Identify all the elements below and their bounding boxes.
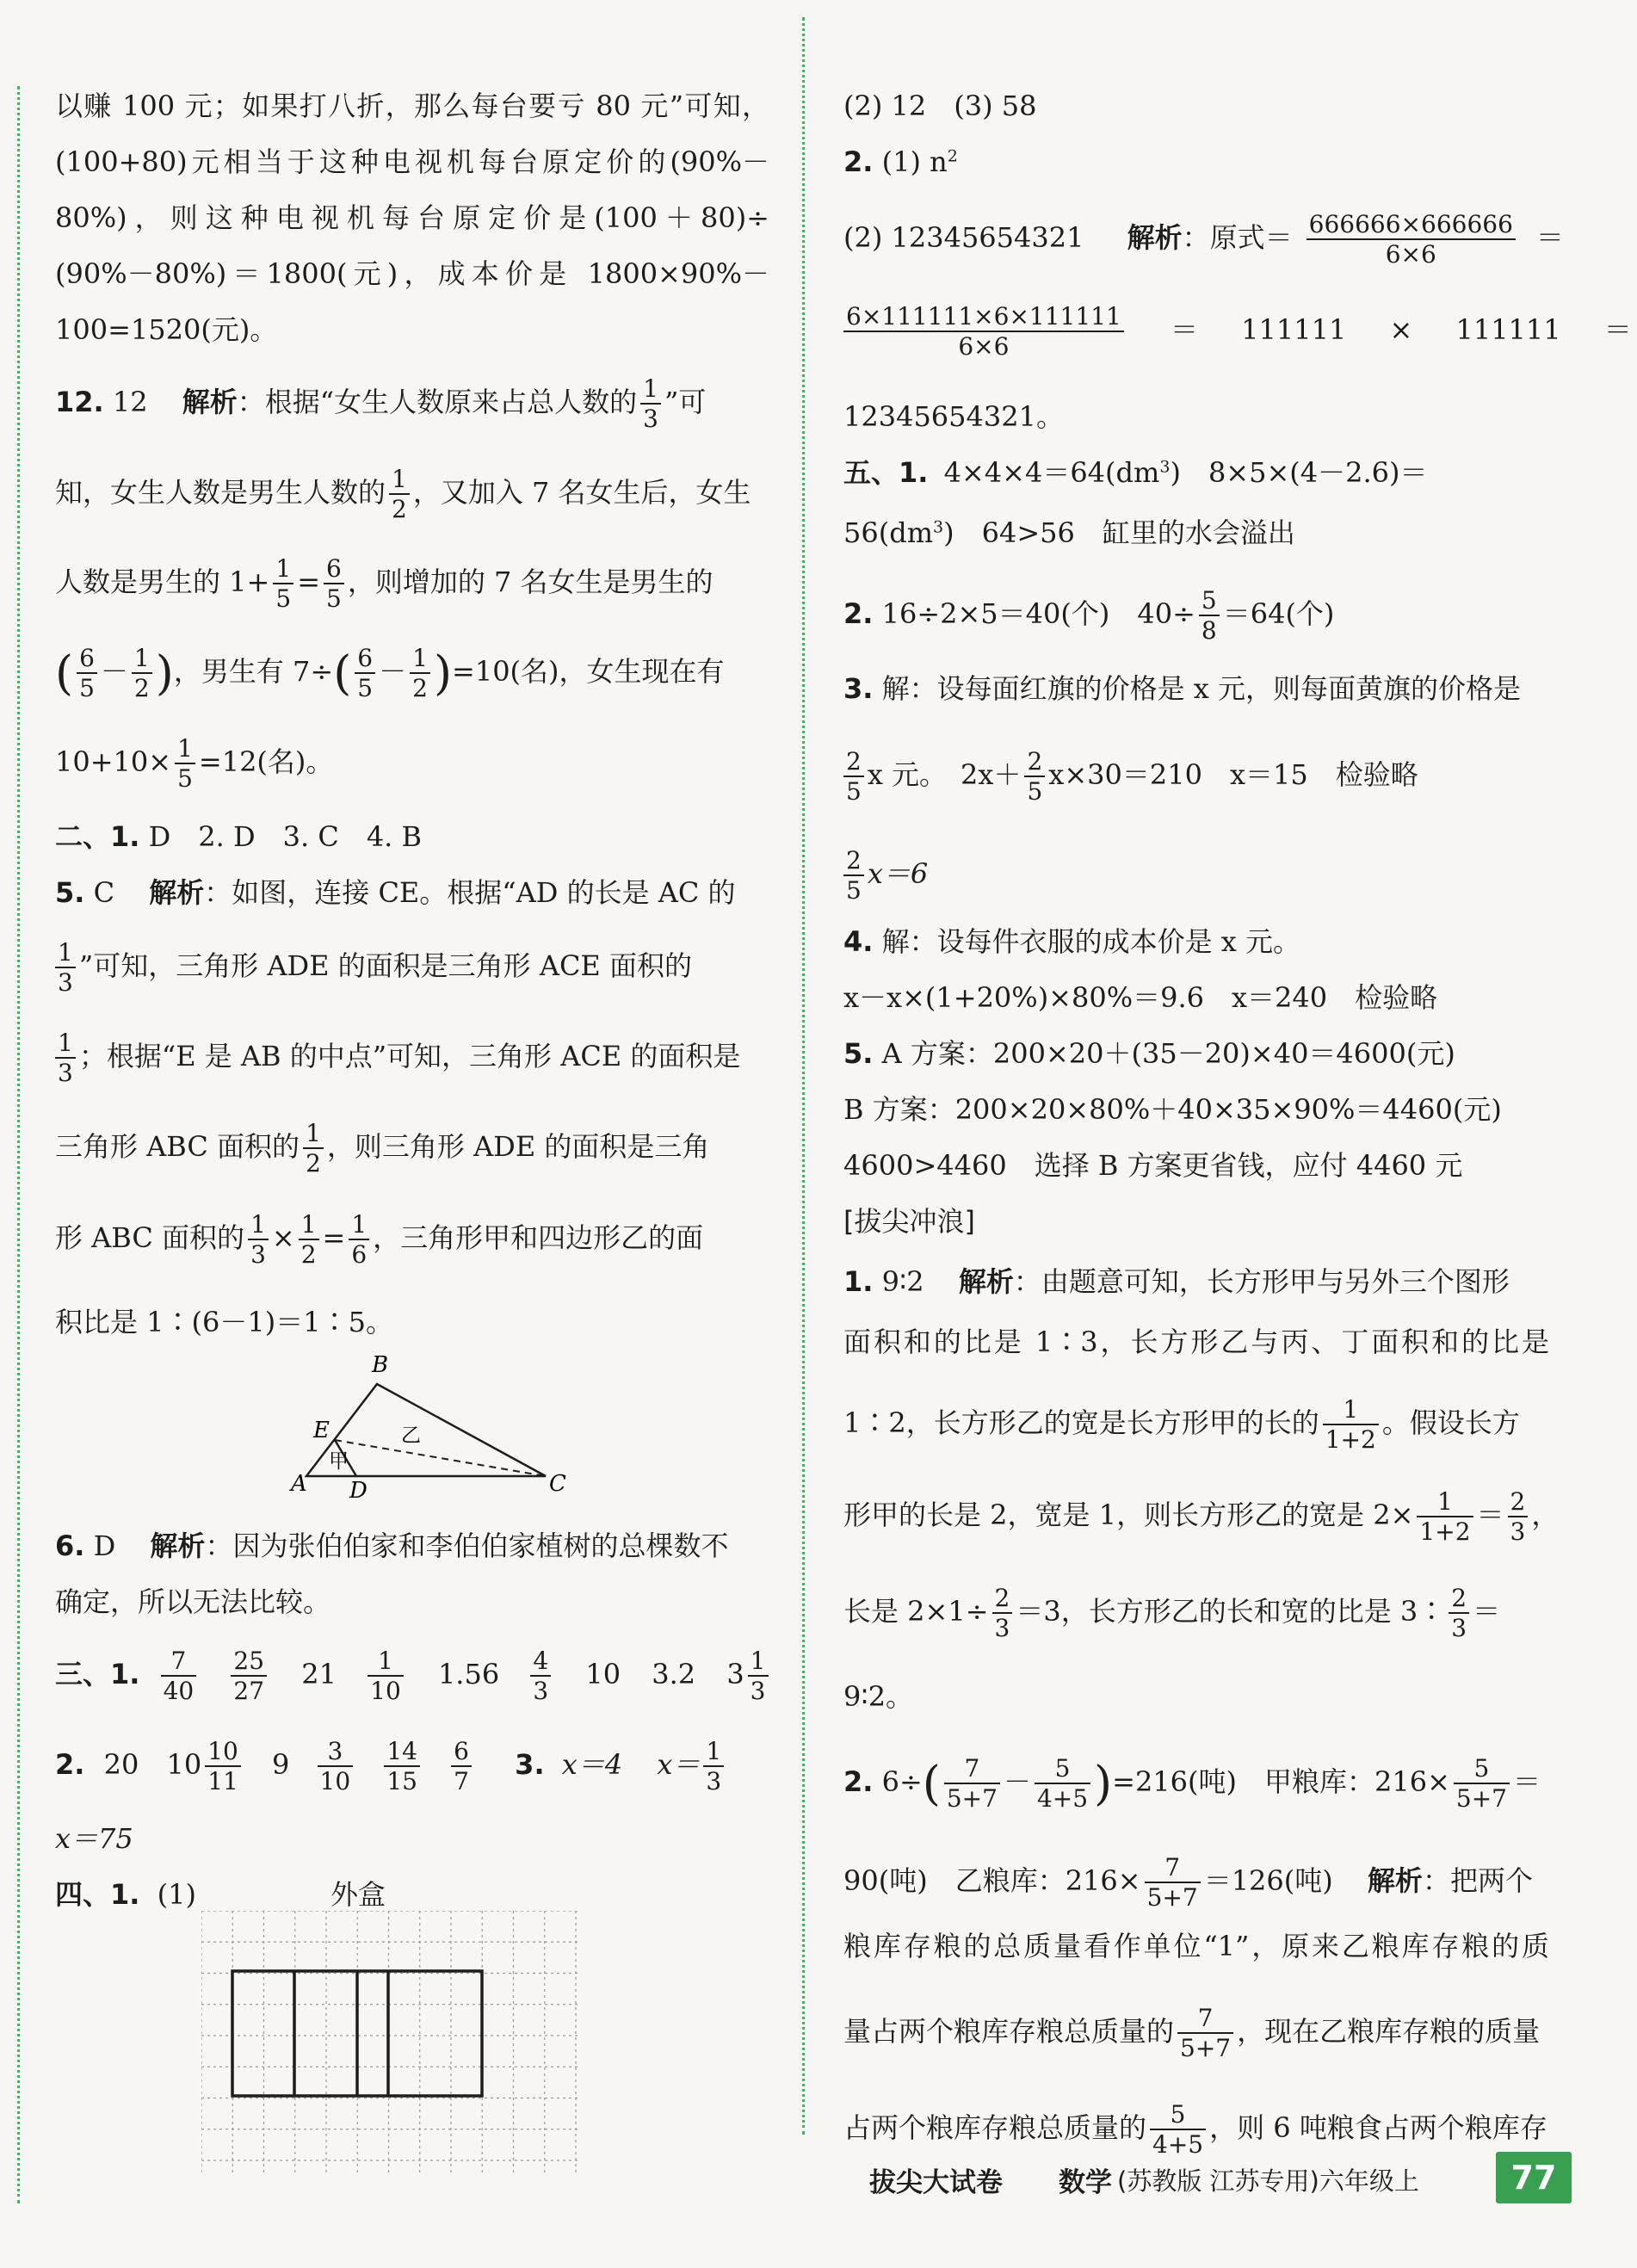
answer-5-5	[843, 1037, 1455, 1070]
text-line: x－x×(1+20%)×80%＝9.6 x＝240 检验略	[843, 981, 1438, 1014]
text-line	[843, 749, 1418, 805]
text: 形甲的长是 2，宽是 1，则长方形乙的宽是 2×	[843, 1498, 1414, 1531]
answer-list: D 2. D 3. C 4. B	[148, 820, 423, 853]
fraction: $\frac{666666\times 666666}{6\times 6}$	[1307, 212, 1516, 268]
challenge-1	[843, 1265, 1510, 1298]
fraction: $\frac{1}{1+2}$	[1323, 1397, 1379, 1453]
text: 10+10×	[55, 745, 172, 778]
text-line	[843, 1397, 1520, 1453]
text: ”可知，三角形 ADE 的面积是三角形 ACE 面积的	[78, 949, 692, 982]
text-line: B 方案：200×20×80%＋40×35×90%＝4460(元)	[843, 1093, 1502, 1126]
text: ＝64(个)	[1222, 596, 1335, 630]
fraction: $\frac{5}{5+7}$	[1454, 1756, 1510, 1812]
text: (2) 12345654321	[843, 220, 1084, 254]
answer-value: 9∶2	[881, 1265, 924, 1298]
answer-6	[55, 1532, 728, 1560]
page-number-badge: 77	[1496, 2152, 1572, 2203]
fraction: $\frac{1}{2}$	[132, 646, 152, 701]
text: ) 8×5×(4－2.6)＝	[1170, 456, 1428, 489]
fraction: $\frac{3}{10}$	[318, 1739, 354, 1795]
answer-value: C	[93, 876, 115, 909]
question-number: 2.	[843, 1764, 874, 1798]
text: －	[1003, 1764, 1031, 1798]
text-line	[55, 556, 713, 612]
answer-5-4	[843, 925, 1300, 958]
text-line	[843, 848, 928, 904]
text-line	[55, 1121, 709, 1177]
text-line: 粮库存粮的总质量看作单位“1”，原来乙粮库存粮的质	[843, 1930, 1549, 1962]
text: =	[322, 1221, 346, 1254]
fraction: $\frac{5}{4+5}$	[1150, 2102, 1206, 2158]
text: =216(吨) 甲粮库：216×	[1112, 1764, 1450, 1798]
text: 90(吨) 乙粮库：216×	[843, 1863, 1141, 1897]
text: ＝	[1473, 1594, 1501, 1628]
text-line: 积比是 1∶(6－1)＝1∶5。	[55, 1306, 393, 1338]
text: 16÷2×5＝40(个) 40÷	[881, 596, 1195, 630]
fraction: $\frac{4}{3}$	[530, 1648, 551, 1704]
subject-label: 数学	[1059, 2167, 1112, 2198]
fraction: $\frac{1}{3}$	[55, 1030, 76, 1086]
fraction: $\frac{6\times 111111\times 6\times 111111}{6\times 6}$	[843, 304, 1124, 360]
section-3-answers	[55, 1648, 772, 1704]
fraction: $\frac{10}{11}$	[205, 1739, 241, 1795]
text: ，现在乙粮库存粮的质量	[1237, 2014, 1541, 2048]
fraction: $\frac{1}{2}$	[410, 646, 430, 701]
text-line	[843, 304, 1632, 360]
text: 4×4×4＝64(dm	[943, 456, 1160, 489]
label-d: D	[349, 1478, 368, 1498]
fraction: $\frac{1}{6}$	[349, 1212, 369, 1268]
text-line: ( $\frac{6}{5}$ － $\frac{1}{2}$ )，男生有 7÷( $\frac{6}{5}$ － $\frac{1}{2}$ )=10(名)，女生现在有	[55, 644, 725, 703]
analysis-label: 解析	[182, 385, 238, 418]
text: ＝	[1170, 312, 1198, 346]
question-number: 2.	[55, 1747, 85, 1781]
text: 1∶2，长方形乙的宽是长方形甲的长的	[843, 1406, 1319, 1439]
section-title: [拔尖冲浪]	[843, 1205, 975, 1238]
analysis-text: ：由题意可知，长方形甲与另外三个图形	[1013, 1265, 1510, 1298]
box-label: 外盒	[330, 1878, 386, 1911]
answer-value: 10	[166, 1747, 202, 1781]
answer-value: D	[93, 1530, 116, 1562]
question-number: 12.	[55, 385, 104, 418]
text: ＝	[1535, 220, 1564, 254]
analysis-text: ：如图，连接 CE。根据“AD 的长是 AC 的	[204, 876, 736, 909]
fraction: $\frac{7}{5+7}$	[1145, 1855, 1201, 1911]
answer-2	[843, 145, 958, 178]
analysis-label: 解析	[150, 1530, 206, 1562]
answer-value: 3	[726, 1657, 744, 1690]
analysis-text: ：根据“女生人数原来占总人数的	[237, 385, 638, 418]
text-line	[843, 2102, 1547, 2158]
fraction: $\frac{5}{8}$	[1199, 588, 1220, 644]
answer-12	[55, 376, 706, 432]
text-line	[55, 940, 692, 996]
text: 形 ABC 面积的	[55, 1221, 245, 1254]
text: 量占两个粮库存粮总质量的	[843, 2014, 1175, 2048]
text-line: 12345654321。	[843, 400, 1064, 433]
answer-value: 20	[103, 1747, 139, 1781]
text-line	[843, 2005, 1540, 2061]
text: ”可	[664, 385, 707, 418]
superscript: 2	[947, 146, 958, 166]
text-line: 4600>4460 选择 B 方案更省钱，应付 4460 元	[843, 1149, 1463, 1182]
fraction: $\frac{7}{5+7}$	[944, 1756, 1000, 1812]
fraction: $\frac{2}{3}$	[1449, 1585, 1469, 1641]
answer-value: 3.2	[652, 1657, 696, 1690]
text: 111111	[1241, 312, 1347, 346]
text-line: 9∶2。	[843, 1680, 914, 1713]
text: ＝	[1603, 312, 1632, 346]
label-c: C	[549, 1471, 566, 1497]
fraction: $\frac{1}{10}$	[368, 1648, 404, 1704]
text: x×30＝210 x＝15 检验略	[1048, 757, 1418, 791]
fraction: $\frac{1}{2}$	[389, 467, 410, 522]
text-line	[843, 212, 1564, 268]
fraction: $\frac{1}{3}$	[640, 376, 661, 432]
text: ，则 6 吨粮食占两个粮库存	[1209, 2110, 1547, 2144]
label-a: A	[291, 1471, 307, 1497]
text: 人数是男生的 1+	[55, 565, 270, 598]
text: ×	[1389, 312, 1413, 346]
text-line: 以赚 100 元；如果打八折，那么每台要亏 80 元”可知，	[55, 90, 769, 122]
text-line	[843, 1855, 1533, 1911]
fraction: $\frac{6}{5}$	[77, 646, 97, 701]
text-line	[843, 1489, 1559, 1545]
challenge-2: 2. 6÷( $\frac{7}{5+7}$ － $\frac{5}{4+5}$ )=216(吨) 甲粮库：216× $\frac{5}{5+7}$ ＝	[843, 1754, 1541, 1814]
answer-5-2	[843, 588, 1334, 644]
text: 解：设每面红旗的价格是 x 元，则每面黄旗的价格是	[881, 672, 1521, 705]
text: ：把两个	[1422, 1863, 1533, 1897]
text: 56(dm	[843, 516, 934, 549]
fraction: $\frac{1}{1+2}$	[1417, 1489, 1473, 1545]
text: 解：设每件衣服的成本价是 x 元。	[881, 925, 1300, 958]
question-number: 5.	[55, 876, 85, 909]
sub-question: (1)	[157, 1878, 196, 1911]
fraction: $\frac{2}{3}$	[1508, 1489, 1529, 1545]
section-number: 五、1.	[843, 456, 929, 489]
fraction: $\frac{7}{5+7}$	[1177, 2005, 1233, 2061]
text: ，则三角形 ADE 的面积是三角	[326, 1129, 710, 1163]
section-3-line-2	[55, 1739, 727, 1795]
text: ＝3，长方形乙的长和宽的比是 3∶	[1016, 1594, 1446, 1628]
text: =12(名)。	[198, 745, 334, 778]
label-e: E	[313, 1418, 330, 1443]
fraction: $\frac{5}{4+5}$	[1035, 1756, 1090, 1812]
text: =	[297, 565, 320, 598]
text-line	[55, 467, 751, 522]
fraction: $\frac{25}{27}$	[231, 1648, 267, 1704]
fraction: $\frac{6}{5}$	[324, 556, 344, 612]
text-line: 80%)，则这种电视机每台原定价是(100＋80)÷	[55, 201, 769, 234]
fraction: $\frac{1}{5}$	[273, 556, 293, 612]
text: A 方案：200×20＋(35－20)×40＝4600(元)	[881, 1037, 1455, 1070]
analysis-label: 解析	[958, 1265, 1014, 1298]
text-line	[55, 1030, 740, 1086]
answer-5-3	[843, 672, 1521, 705]
section-number: 二、1.	[55, 820, 140, 853]
analysis-text: ：因为张伯伯家和李伯伯家植树的总棵数不	[205, 1530, 729, 1562]
answer-value: x＝	[657, 1747, 701, 1781]
fraction: $\frac{2}{5}$	[843, 749, 864, 805]
edition-label: (苏教版 江苏专用)六年级上	[1117, 2166, 1419, 2196]
question-number: 3.	[843, 672, 874, 705]
text: ，又加入 7 名女生后，女生	[412, 475, 751, 509]
text: ×	[271, 1221, 295, 1254]
text-line: x＝75	[55, 1822, 133, 1855]
text-line: 面积和的比是 1∶3，长方形乙与丙、丁面积和的比是	[843, 1326, 1549, 1358]
fraction: $\frac{1}{3}$	[703, 1739, 724, 1795]
question-number: 5.	[843, 1037, 874, 1070]
answer-value: 12	[112, 385, 148, 418]
text: x 元。 2x＋	[867, 757, 1022, 791]
question-number: 4.	[843, 925, 874, 958]
fraction: $\frac{2}{5}$	[843, 848, 864, 904]
question-number: 2.	[843, 596, 874, 630]
text-line	[843, 1585, 1500, 1641]
text-line	[843, 516, 1295, 549]
label-yi: 乙	[401, 1424, 421, 1447]
answer-value: 9	[272, 1747, 290, 1781]
section-2-answers	[55, 820, 423, 853]
fraction: $\frac{6}{7}$	[451, 1739, 472, 1795]
answer-value: 1.56	[437, 1657, 500, 1690]
fraction: $\frac{2}{3}$	[992, 1585, 1013, 1641]
text: ，	[1531, 1498, 1560, 1531]
analysis-label: 解析	[1367, 1863, 1423, 1897]
text: ＝126(吨)	[1203, 1863, 1333, 1897]
analysis-label: 解析	[149, 876, 205, 909]
text: 6÷	[881, 1764, 923, 1798]
label-b: B	[372, 1352, 389, 1378]
text-line	[55, 736, 333, 792]
question-number: 2.	[843, 145, 874, 178]
page-footer	[869, 2152, 1584, 2200]
fraction: $\frac{7}{40}$	[161, 1648, 197, 1704]
fraction: $\frac{14}{15}$	[384, 1739, 420, 1795]
text: =10(名)，女生现在有	[452, 654, 725, 688]
grid-drawing	[201, 1911, 580, 2172]
answer-value: (1) n	[881, 145, 948, 178]
section-5-line-1	[843, 456, 1428, 489]
fraction: $\frac{1}{2}$	[303, 1121, 324, 1177]
text-line: 确定，所以无法比较。	[55, 1585, 331, 1618]
fraction: $\frac{1}{3}$	[55, 940, 76, 996]
fraction: $\frac{1}{3}$	[248, 1212, 269, 1268]
text: ；根据“E 是 AB 的中点”可知，三角形 ACE 的面积是	[78, 1039, 741, 1072]
question-number: 1.	[843, 1265, 874, 1298]
answer-5	[55, 876, 736, 909]
question-number: 3.	[515, 1747, 545, 1781]
fraction: $\frac{1}{3}$	[748, 1648, 769, 1704]
section-number: 四、1.	[55, 1878, 140, 1911]
section-number: 三、1.	[55, 1657, 140, 1690]
brand-title: 拔尖大试卷	[869, 2167, 1003, 2198]
text: ，三角形甲和四边形乙的面	[373, 1221, 704, 1254]
text: ＝	[1512, 1764, 1541, 1798]
text: 占两个粮库存粮总质量的	[843, 2110, 1147, 2144]
fraction: $\frac{6}{5}$	[355, 646, 375, 701]
text: ＝	[1476, 1498, 1504, 1531]
text-line: (90%－80%)＝1800(元)，成本价是 1800×90%－	[55, 257, 769, 290]
triangle-figure	[287, 1343, 597, 1498]
text: 。假设长方	[1381, 1406, 1520, 1439]
text: ) 64>56 缸里的水会溢出	[943, 516, 1295, 549]
fraction: $\frac{1}{2}$	[299, 1212, 319, 1268]
fraction: $\frac{1}{5}$	[175, 736, 195, 792]
section-4-answers	[55, 1878, 196, 1911]
text: ，男生有 7÷	[173, 654, 334, 688]
label-jia: 甲	[329, 1450, 349, 1473]
text: 111111	[1455, 312, 1561, 346]
column-divider-rule	[802, 17, 805, 2135]
text-line	[55, 1212, 703, 1268]
fraction: $\frac{2}{5}$	[1024, 749, 1045, 805]
answer-value: 10	[585, 1657, 621, 1690]
text-line: 100=1520(元)。	[55, 313, 278, 346]
grid-lines	[201, 1911, 580, 2172]
superscript: 3	[933, 517, 944, 537]
answer-value: 21	[301, 1657, 337, 1690]
text: 长是 2×1÷	[843, 1594, 989, 1628]
text: 三角形 ABC 面积的	[55, 1129, 300, 1163]
text-line: (2) 12 (3) 58	[843, 90, 1037, 122]
analysis-label: 解析	[1127, 220, 1183, 254]
left-margin-rule	[17, 86, 20, 2203]
superscript: 3	[1159, 457, 1171, 477]
text: 知，女生人数是男生人数的	[55, 475, 386, 509]
text: ：原式＝	[1182, 220, 1293, 254]
text: x＝6	[867, 856, 929, 890]
answer-value: x＝4	[561, 1747, 623, 1781]
text: ，则增加的 7 名女生是男生的	[347, 565, 713, 598]
text-line: (100+80)元相当于这种电视机每台原定价的(90%－	[55, 145, 769, 178]
question-number: 6.	[55, 1530, 85, 1562]
